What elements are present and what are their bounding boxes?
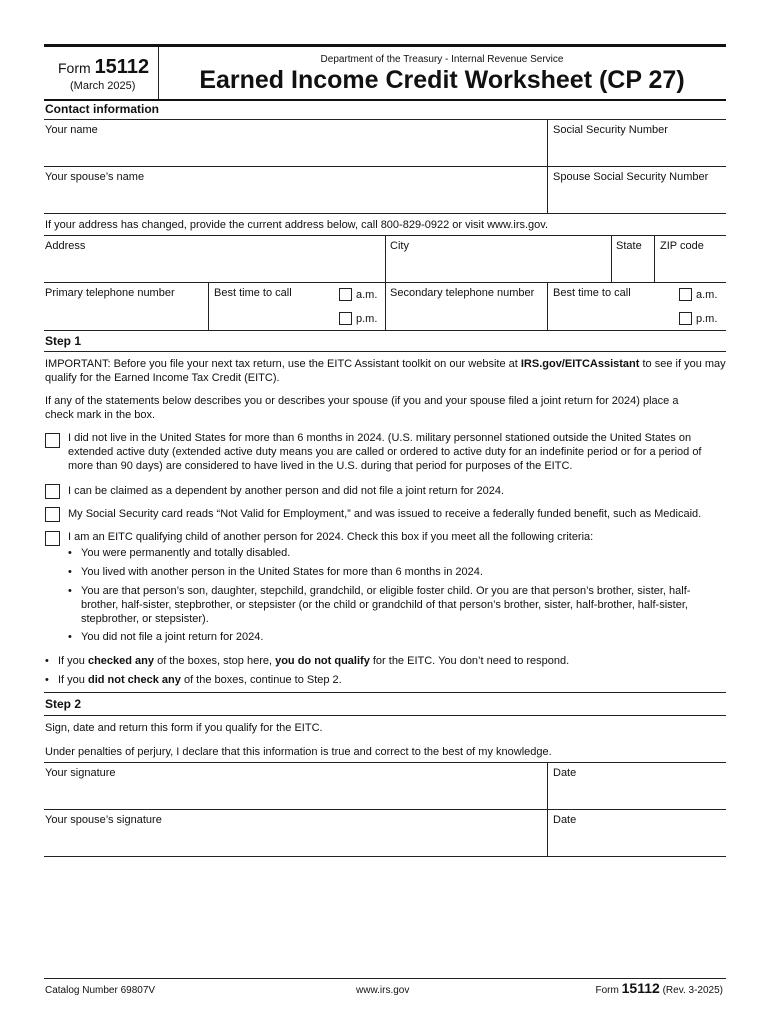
best-time-label: Best time to call: [214, 287, 292, 299]
date2-label: Date: [553, 814, 577, 826]
rule: [44, 809, 726, 810]
address-label: Address: [45, 240, 86, 252]
rule: [44, 213, 726, 214]
spouse-ssn-label: Spouse Social Security Number: [553, 171, 709, 183]
secondary-phone-label: Secondary telephone number: [390, 287, 535, 299]
spouse-signature-input[interactable]: [45, 832, 540, 854]
bullet: •: [68, 566, 72, 578]
step2-heading: Step 2: [45, 697, 82, 711]
top-rule: [44, 44, 726, 47]
text: of the boxes, stop here,: [154, 655, 276, 667]
rule: [44, 692, 726, 693]
primary-phone-label: Primary telephone number: [45, 287, 175, 299]
criterion-2: You lived with another person in the United States for more than 6 months in 2024.: [81, 566, 483, 578]
zip-input[interactable]: [660, 258, 724, 280]
primary-am-checkbox[interactable]: [339, 288, 352, 301]
important-note: [45, 357, 727, 385]
city-input[interactable]: [390, 258, 610, 280]
state-label: State: [616, 240, 642, 252]
your-name-input[interactable]: [45, 142, 540, 164]
form-date: (March 2025): [70, 80, 136, 92]
criterion-3: You are that person’s son, daughter, stepchild, grandchild, or eligible foster child. Or you are that person’s brother, sister, half-brother, half-sister, stepbrother, or stepsister (or the child or grandchild of that person’s brother, sister, half-brother, half-sister, stepbrother, or stepsister).: [81, 585, 691, 625]
state-input[interactable]: [616, 258, 652, 280]
step2-line1: Sign, date and return this form if you qualify for the EITC.: [45, 722, 323, 734]
statement-3-text: My Social Security card reads “Not Valid for Employment,” and was issued to receive a federally funded benefit, such as Medicaid.: [68, 508, 702, 520]
ssn-input[interactable]: [553, 142, 723, 164]
criterion-1: You were permanently and totally disabled.: [81, 547, 291, 559]
rule: [44, 856, 726, 857]
spouse-ssn-input[interactable]: [553, 189, 723, 211]
bullet: •: [68, 547, 72, 559]
primary-phone-input[interactable]: [45, 306, 203, 326]
important-text-end: to see if you may qualify for the Earned Income Tax Credit (EITC).: [45, 358, 726, 384]
spouse-signature-label: Your spouse’s signature: [45, 814, 162, 826]
footer-form-word: Form: [595, 985, 619, 996]
important-text: IMPORTANT: Before you file your next tax return, use the EITC Assistant toolkit on our website at: [45, 358, 521, 370]
rule: [385, 235, 386, 282]
rule: [611, 235, 612, 282]
rule: [44, 351, 726, 352]
bullet: •: [45, 655, 49, 667]
text-bold: did not check any: [87, 674, 181, 686]
footer-form-id: [596, 980, 723, 996]
spouse-name-input[interactable]: [45, 189, 540, 211]
step2-line2: Under penalties of perjury, I declare that this information is true and correct to the best of my knowledge.: [45, 746, 552, 758]
city-label: City: [390, 240, 409, 252]
form-id: [58, 56, 149, 79]
catalog-number: Catalog Number 69807V: [45, 985, 156, 996]
text: If you: [58, 674, 88, 686]
footer-website: www.irs.gov: [356, 985, 410, 996]
statement-2-text: I can be claimed as a dependent by another person and did not file a joint return for 2024.: [68, 485, 505, 497]
secondary-pm-checkbox[interactable]: [679, 312, 692, 325]
bullet: •: [45, 674, 49, 686]
contact-heading: Contact information: [45, 102, 159, 116]
secondary-am-checkbox[interactable]: [679, 288, 692, 301]
bullet: •: [68, 631, 72, 643]
rule: [44, 762, 726, 763]
rule: [44, 166, 726, 167]
ssn-label: Social Security Number: [553, 124, 668, 136]
bullet: •: [68, 585, 72, 597]
best-time2-label: Best time to call: [553, 287, 631, 299]
rule: [654, 235, 655, 282]
text: of the boxes, continue to Step 2.: [180, 674, 342, 686]
your-signature-label: Your signature: [45, 767, 116, 779]
statement-4-text: I am an EITC qualifying child of another person for 2024. Check this box if you meet all the following criteria:: [68, 531, 594, 543]
footer-form-number: 15112: [621, 980, 660, 996]
rule: [385, 282, 386, 330]
criterion-4: You did not file a joint return for 2024.: [81, 631, 264, 643]
secondary-am-label: a.m.: [696, 289, 718, 301]
primary-am-label: a.m.: [356, 289, 378, 301]
your-name-label: Your name: [45, 124, 98, 136]
rule: [208, 282, 209, 330]
rule: [44, 330, 726, 331]
statement-1-checkbox[interactable]: [45, 433, 60, 448]
step1-instruction: If any of the statements below describes you or describes your spouse (if you and your spouse filed a joint return for 2024) place a check mark in the box.: [45, 395, 679, 421]
date1-label: Date: [553, 767, 577, 779]
text: for the EITC. You don’t need to respond.: [369, 655, 570, 667]
zip-label: ZIP code: [660, 240, 704, 252]
secondary-phone-input[interactable]: [390, 306, 540, 326]
your-signature-input[interactable]: [45, 785, 540, 807]
form-title: Earned Income Credit Worksheet (CP 27): [199, 66, 685, 94]
statement-3-checkbox[interactable]: [45, 507, 60, 522]
rule: [547, 282, 548, 330]
rule: [44, 119, 726, 120]
header-bottom-rule: [44, 99, 726, 101]
result-not-checked: [58, 673, 726, 687]
address-input[interactable]: [45, 258, 380, 280]
statement-4-checkbox[interactable]: [45, 531, 60, 546]
step1-heading: Step 1: [45, 334, 82, 348]
footer-rule: [44, 978, 726, 979]
statement-1-text: I did not live in the United States for more than 6 months in 2024. (U.S. military personnel stationed outside the United States on extended active duty (extended active duty means you are called or ordered to active duty for an indefinite period or for a period of more than 90 days) are considered to have lived in the U.S. during that period for purposes of the EITC.: [68, 432, 702, 472]
primary-pm-label: p.m.: [356, 313, 378, 325]
spouse-name-label: Your spouse’s name: [45, 171, 145, 183]
address-note: If your address has changed, provide the current address below, call 800-829-0922 or visit www.irs.gov.: [45, 219, 549, 231]
primary-pm-checkbox[interactable]: [339, 312, 352, 325]
footer-rev: (Rev. 3-2025): [662, 985, 723, 996]
statement-2-checkbox[interactable]: [45, 484, 60, 499]
rule: [44, 715, 726, 716]
text-bold: you do not qualify: [275, 655, 370, 667]
form-number: 15112: [94, 56, 150, 78]
secondary-pm-label: p.m.: [696, 313, 718, 325]
date1-input[interactable]: [553, 785, 723, 807]
eitc-assistant-link[interactable]: IRS.gov/EITCAssistant: [520, 358, 640, 370]
date2-input[interactable]: [553, 832, 723, 854]
text: If you: [58, 655, 88, 667]
agency-name: Department of the Treasury - Internal Revenue Service: [320, 54, 564, 65]
form-word: Form: [58, 60, 91, 76]
text-bold: checked any: [87, 655, 155, 667]
result-checked: [58, 654, 726, 668]
